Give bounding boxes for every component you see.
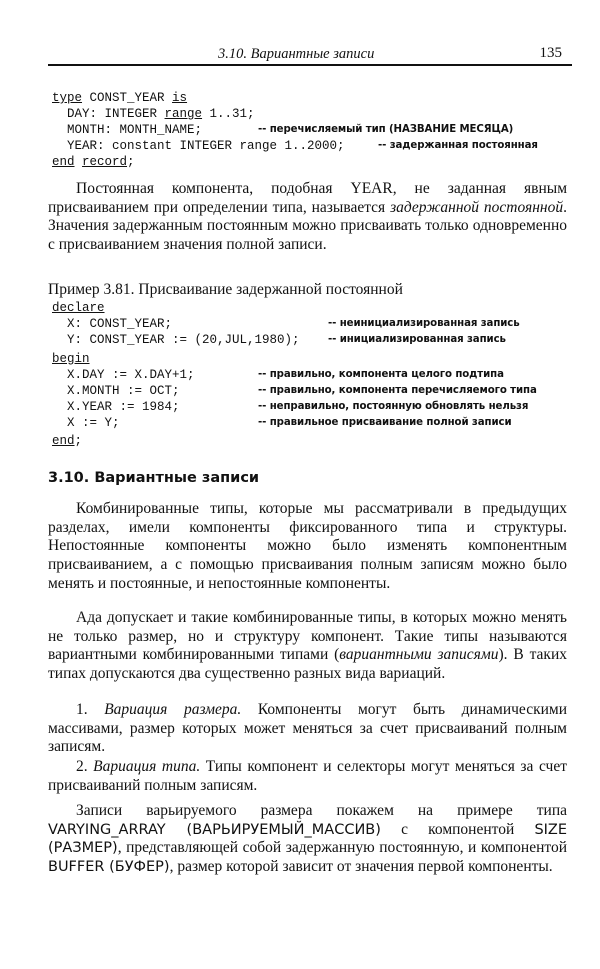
type-name: VARYING_ARRAY (ВАРЬИРУЕМЫЙ_МАССИВ) — [48, 821, 381, 838]
paragraph — [48, 180, 567, 255]
code-comment: -- правильно, компонента перечисляемого типа — [258, 385, 537, 396]
paragraph-text: , представляющей собой задержанную постоянную, и компонентой — [117, 839, 567, 857]
paragraph-text: Постоянная компонента, подобная YEAR, не заданная явным присваиванием при определении типа, называется — [48, 180, 567, 216]
paragraph-text: Ада допускает и такие комбинированные типы, в которых можно менять не только размер, но и структуру компонент. Такие типы называются вариантными комбинированными типами ( — [48, 609, 567, 664]
code-keyword: record — [82, 155, 128, 169]
code-text — [75, 155, 83, 169]
code-line — [52, 154, 135, 170]
list-number: 2. — [76, 758, 94, 775]
code-line — [52, 106, 255, 122]
list-text: Типы компонент и селекторы могут меняться за счет присваиваний полным записям. — [48, 758, 567, 794]
code-line: X.DAY := X.DAY+1; — [52, 368, 195, 382]
paragraph — [48, 609, 567, 684]
type-name: SIZE (РАЗМЕР) — [48, 821, 568, 857]
paragraph — [48, 802, 567, 877]
code-line: Y: CONST_YEAR := (20,JUL,1980); — [52, 333, 300, 347]
code-comment: -- инициализированная запись — [328, 334, 506, 345]
code-keyword: is — [172, 91, 188, 105]
italic-term: Вариация размера. — [104, 701, 242, 718]
paragraph-text: Записи варьируемого размера покажем на примере типа — [76, 802, 567, 819]
code-line: MONTH: MONTH_NAME; — [52, 123, 203, 137]
running-header — [48, 42, 572, 66]
running-title: 3.10. Вариантные записи — [218, 46, 375, 62]
code-line — [52, 90, 187, 106]
list-item — [48, 758, 567, 795]
code-keyword: range — [164, 107, 203, 121]
list-text: Компоненты могут быть динамическими массивами, размер которых может меняться за счет присваиваний полным записям. — [48, 701, 568, 756]
code-keyword: end — [52, 434, 75, 448]
code-line — [52, 433, 82, 449]
paragraph: Комбинированные типы, которые мы рассматривали в предыдущих разделах, имели компоненты фиксированного типа и структуры. Непостоянные компоненты можно было изменять компонентным присваиванием, а с помощью присваивания полным записям можно было менять и постоянные, и непостоянные компоненты. — [48, 500, 567, 592]
code-line: X := Y; — [52, 416, 120, 430]
code-comment: -- неинициализированная запись — [328, 318, 520, 329]
code-text: 1..31; — [202, 107, 255, 121]
code-text: ; — [127, 155, 135, 169]
type-name: BUFFER (БУФЕР) — [48, 859, 170, 876]
code-line: YEAR: constant INTEGER range 1..2000; — [52, 139, 345, 153]
code-keyword: declare — [52, 301, 105, 315]
code-text: ; — [74, 434, 83, 448]
example-title: Пример 3.81. Присваивание задержанной постоянной — [48, 281, 403, 298]
section-heading: 3.10. Вариантные записи — [48, 470, 260, 486]
italic-term: Вариация типа. — [93, 758, 201, 775]
code-text: CONST_YEAR — [82, 91, 173, 105]
code-comment: -- задержанная постоянная — [378, 140, 538, 151]
code-text: DAY: INTEGER — [52, 107, 165, 121]
code-line — [52, 300, 105, 316]
code-keyword: end — [52, 155, 75, 169]
code-line: X.MONTH := OCT; — [52, 384, 180, 398]
code-comment: -- неправильно, постоянную обновлять нельзя — [258, 401, 529, 412]
code-line: X.YEAR := 1984; — [52, 400, 180, 414]
italic-term: вариантными записями — [339, 646, 499, 664]
code-line — [52, 351, 90, 367]
code-comment: -- перечисляемый тип (НАЗВАНИЕ МЕСЯЦА) — [258, 124, 514, 135]
paragraph-text: с компонентой — [380, 820, 535, 838]
paragraph-text: ). В таких типах допускаются два существенно разных вида вариаций. — [48, 646, 567, 683]
paragraph-text: . Значения задержанным постоянным можно присваивать только одновременно с присваиванием значения полной записи. — [48, 198, 567, 254]
code-line: X: CONST_YEAR; — [52, 317, 173, 331]
code-keyword: type — [52, 91, 83, 105]
italic-term: задержанной постоянной — [390, 198, 564, 216]
code-keyword: begin — [52, 352, 90, 366]
code-comment: -- правильно, компонента целого подтипа — [258, 369, 504, 380]
list-number: 1. — [76, 701, 105, 718]
list-item — [48, 701, 567, 757]
paragraph-text: , размер которой зависит от значения первой компоненты. — [169, 858, 553, 876]
code-comment: -- правильное присваивание полной записи — [258, 417, 512, 428]
page-number: 135 — [539, 45, 562, 61]
